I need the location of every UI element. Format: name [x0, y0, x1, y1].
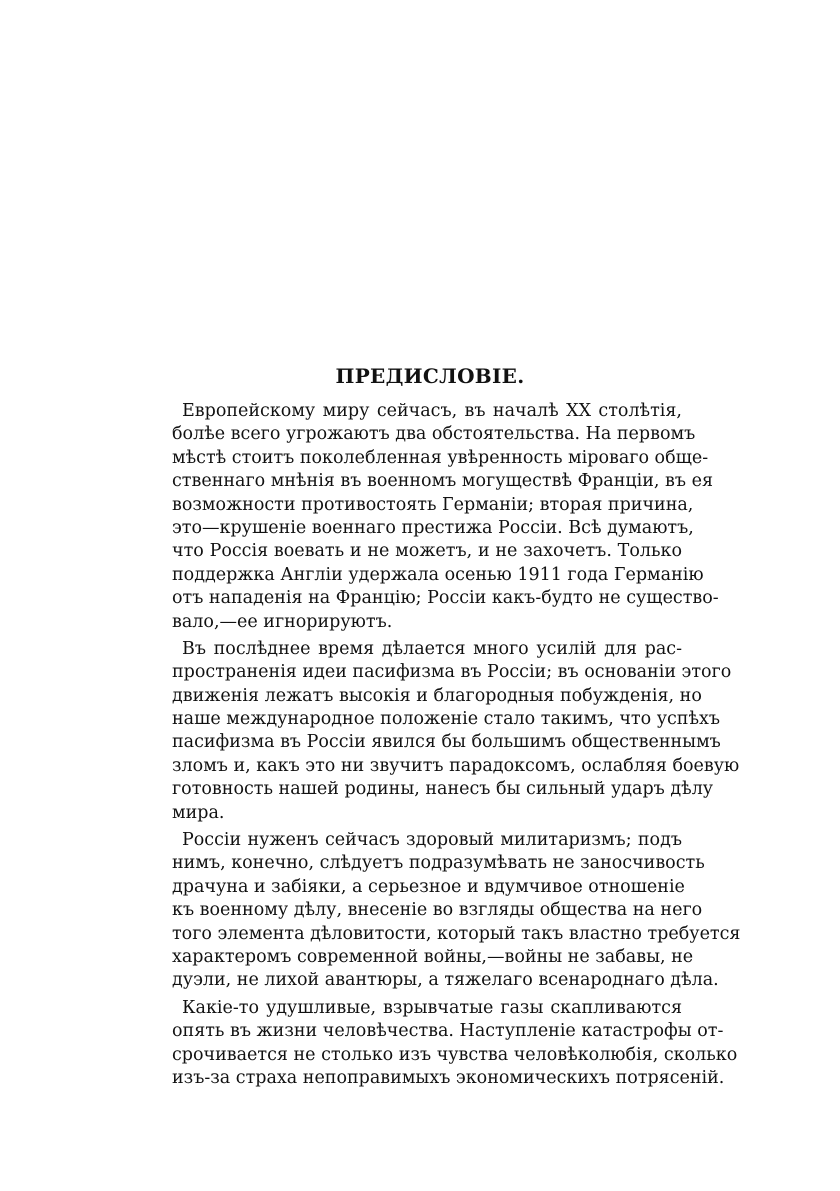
text-line: зломъ и, какъ это ни звучитъ парадоксомъ, ослабляя боевую — [172, 755, 740, 776]
paragraph-2 — [172, 638, 740, 825]
text-line: движенія лежатъ высокія и благородныя побужденія, но — [172, 685, 702, 706]
text-line: къ военному дѣлу, внесеніе во взгляды общества на него — [172, 900, 703, 921]
text-line: мѣстѣ стоитъ поколебленная увѣренность міроваго обще- — [172, 447, 709, 468]
text-line: что Россія воевать и не можетъ, и не захочетъ. Только — [172, 541, 682, 562]
text-line: нимъ, конечно, слѣдуетъ подразумѣвать не заносчивость — [172, 853, 705, 874]
text-line: пасифизма въ Россіи явился бы большимъ общественнымъ — [172, 732, 721, 753]
text-line: отъ нападенія на Францію; Россіи какъ-будто не существо- — [172, 588, 719, 609]
text-line: дуэли, не лихой авантюры, а тяжелаго всенароднаго дѣла. — [172, 970, 719, 991]
text-line: того элемента дѣловитости, который такъ властно требуется — [172, 923, 741, 944]
text-line: возможности противостоять Германіи; вторая причина, — [172, 494, 694, 515]
text-line: драчуна и забіяки, а серьезное и вдумчивое отношеніе — [172, 876, 685, 897]
paragraph-1 — [172, 400, 719, 634]
text-line: Какіе-то удушливые, взрывчатые газы скапливаются — [182, 997, 682, 1018]
text-line: Въ послѣднее время дѣлается много усилій для рас- — [182, 638, 682, 659]
paragraph-4 — [172, 997, 738, 1091]
text-line: Европейскому миру сейчасъ, въ началѣ XX столѣтія, — [182, 401, 682, 421]
text-line: Россіи нуженъ сейчасъ здоровый милитаризмъ; подъ — [182, 830, 682, 851]
text-line: вало,—ее игнорируютъ. — [172, 611, 393, 632]
text-line: срочивается не столько изъ чувства человѣколюбія, сколько — [172, 1044, 738, 1065]
text-line: ственнаго мнѣнія въ военномъ могуществѣ Франціи, въ ея — [172, 471, 713, 492]
text-line: характеромъ современной войны,—войны не забавы, не — [172, 946, 694, 967]
page-title: ПРЕДИСЛОВІЕ. — [335, 364, 525, 388]
text-line: готовность нашей родины, нанесъ бы сильный ударъ дѣлу — [172, 779, 714, 800]
text-line: опять въ жизни человѣчества. Наступленіе катастрофы от- — [172, 1021, 724, 1042]
text-line: пространенія идеи пасифизма въ Россіи; въ основаніи этого — [172, 662, 732, 683]
text-line: изъ-за страха непоправимыхъ экономическихъ потрясеній. — [172, 1067, 725, 1088]
text-line: наше международное положеніе стало такимъ, что успѣхъ — [172, 709, 721, 730]
text-line: это—крушеніе военнаго престижа Россіи. Всѣ думаютъ, — [172, 517, 694, 538]
paragraph-3 — [172, 829, 741, 993]
text-line: болѣе всего угрожаютъ два обстоятельства. На первомъ — [172, 424, 696, 445]
text-line: мира. — [172, 802, 225, 823]
preface-body — [172, 400, 741, 1094]
text-line: поддержка Англіи удержала осенью 1911 года Германію — [172, 564, 704, 585]
